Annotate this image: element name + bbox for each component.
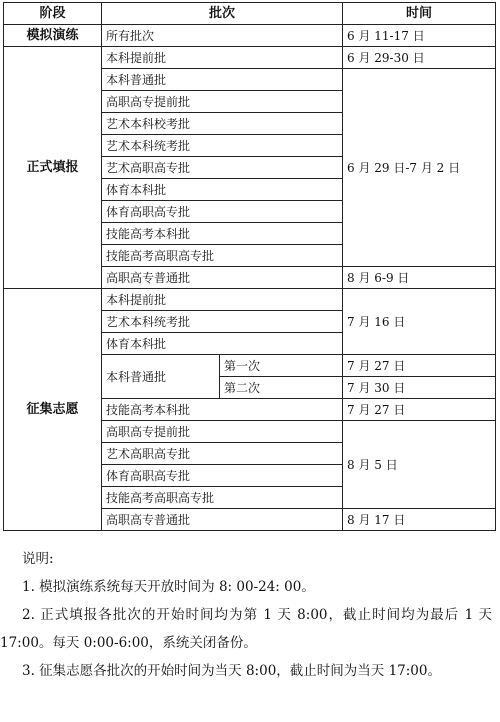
batch-cell: 本科普通批 (102, 355, 220, 399)
batch-cell: 艺术高职高专批 (102, 443, 343, 465)
batch-cell: 技能高考高职高专批 (102, 487, 343, 509)
stage-mock: 模拟演练 (4, 25, 102, 47)
batch-cell: 高职高专提前批 (102, 421, 343, 443)
round-cell: 第二次 (220, 377, 343, 399)
batch-cell: 技能高考本科批 (102, 399, 343, 421)
time-cell: 7 月 27 日 (343, 399, 496, 421)
round-cell: 第一次 (220, 355, 343, 377)
batch-cell: 技能高考高职高专批 (102, 245, 343, 267)
time-cell: 6 月 29-30 日 (343, 47, 496, 69)
batch-cell: 艺术本科统考批 (102, 135, 343, 157)
batch-cell: 艺术本科统考批 (102, 311, 343, 333)
batch-cell: 技能高考本科批 (102, 223, 343, 245)
time-cell: 7 月 30 日 (343, 377, 496, 399)
header-batch: 批次 (102, 3, 343, 25)
table-row (4, 289, 496, 311)
batch-cell: 所有批次 (102, 25, 343, 47)
batch-cell: 体育本科批 (102, 333, 343, 355)
batch-cell: 艺术高职高专批 (102, 157, 343, 179)
time-cell: 7 月 16 日 (343, 289, 496, 355)
note-item-2: 2. 正式填报各批次的开始时间均为第 1 天 8:00，截止时间均为最后 1 天 17:00。每天 0:00-6:00，系统关闭备份。 (0, 607, 492, 651)
batch-cell: 本科普通批 (102, 69, 343, 91)
header-time: 时间 (343, 3, 496, 25)
batch-cell: 体育高职高专批 (102, 201, 343, 223)
batch-cell: 体育高职高专批 (102, 465, 343, 487)
notes-section (0, 545, 500, 685)
time-cell: 8 月 5 日 (343, 421, 496, 509)
batch-cell: 高职高专普通批 (102, 267, 343, 289)
note-item-3: 3. 征集志愿各批次的开始时间为当天 8:00，截止时间为当天 17:00。 (22, 663, 441, 679)
time-cell: 8 月 6-9 日 (343, 267, 496, 289)
batch-cell: 本科提前批 (102, 47, 343, 69)
table-header-row (4, 3, 496, 25)
admission-schedule-table (3, 2, 496, 531)
stage-collect: 征集志愿 (4, 289, 102, 531)
note-item-1: 1. 模拟演练系统每天开放时间为 8: 00-24: 00。 (22, 579, 315, 595)
stage-formal: 正式填报 (4, 47, 102, 289)
batch-cell: 高职高专普通批 (102, 509, 343, 531)
header-stage: 阶段 (4, 3, 102, 25)
batch-cell: 体育本科批 (102, 179, 343, 201)
time-cell: 6 月 11-17 日 (343, 25, 496, 47)
batch-cell: 艺术本科校考批 (102, 113, 343, 135)
table-row (4, 47, 496, 69)
table-row (4, 25, 496, 47)
batch-cell: 高职高专提前批 (102, 91, 343, 113)
time-cell: 6 月 29 日-7 月 2 日 (343, 69, 496, 267)
time-cell: 8 月 17 日 (343, 509, 496, 531)
batch-cell: 本科提前批 (102, 289, 343, 311)
notes-title: 说明: (22, 551, 54, 567)
time-cell: 7 月 27 日 (343, 355, 496, 377)
